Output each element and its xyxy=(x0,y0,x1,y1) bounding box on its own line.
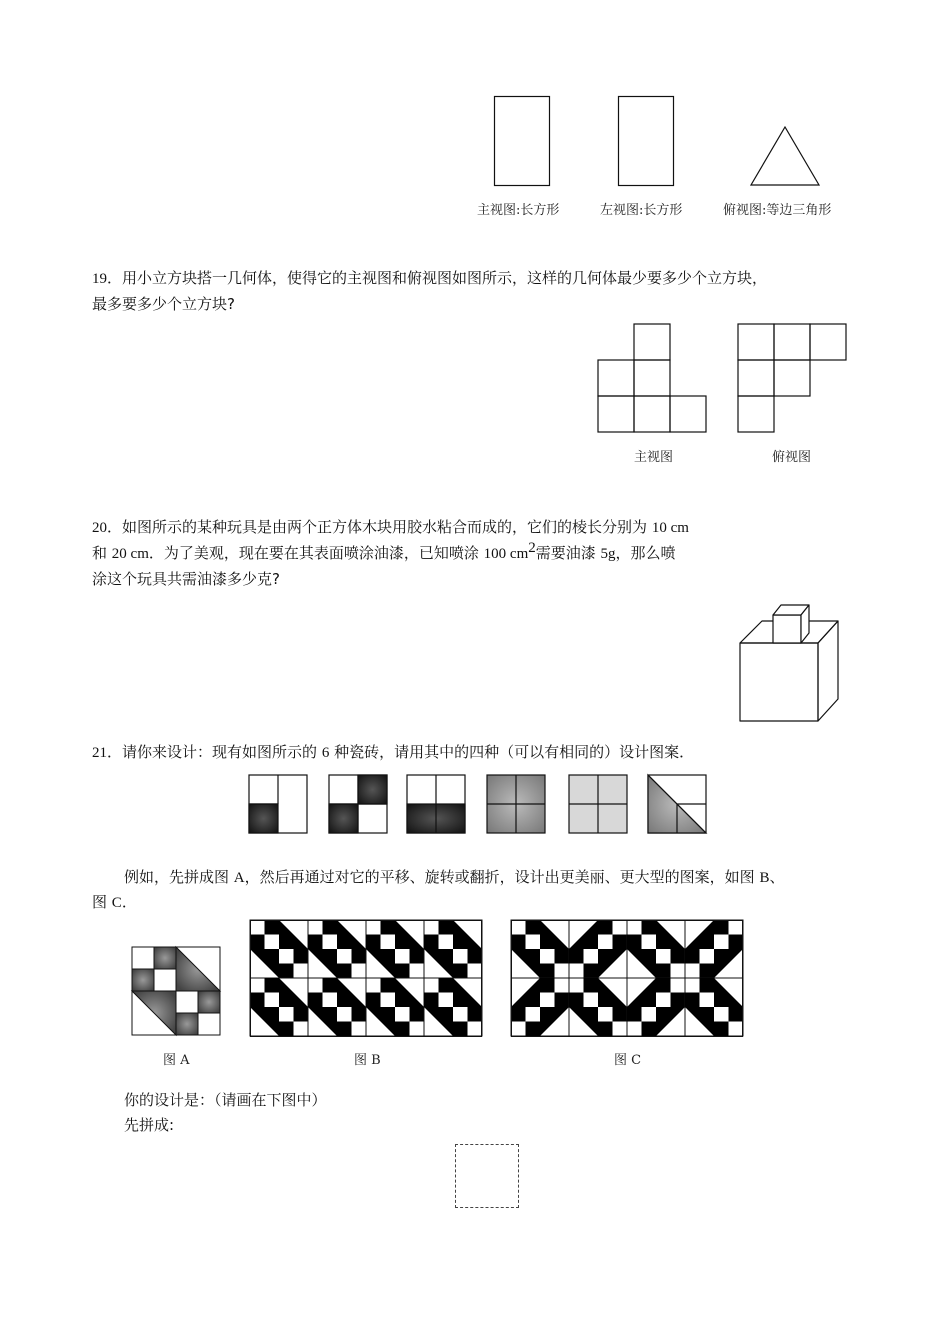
figure-a-caption: 图 A xyxy=(163,1053,190,1068)
first-step-label: 先拼成: xyxy=(124,1116,175,1134)
q20-cube-toy-figure xyxy=(738,603,842,723)
tile-1 xyxy=(249,775,307,833)
q20-line-2: 和 20 cm．为了美观，现在要在其表面喷涂油漆，已知喷涂 100 $cm^2$需要油漆 5g，那么喷 xyxy=(92,540,676,562)
design-prompt: 你的设计是：（请画在下图中） xyxy=(124,1091,327,1109)
q19-line-1: 19．用小立方块搭一几何体，使得它的主视图和俯视图如图所示，这样的几何体最少要多少个立方块， xyxy=(92,269,768,287)
figure-b-caption: 图 B xyxy=(354,1053,381,1068)
figure-c-caption: 图 C xyxy=(614,1053,642,1068)
q21-example-line-2: 图 C． xyxy=(92,893,137,911)
tile-6 xyxy=(648,775,706,833)
q19-top-view-grid xyxy=(737,323,849,435)
figure-c-pattern xyxy=(511,920,743,1038)
front-view-caption: 主视图:长方形 xyxy=(477,203,560,218)
front-view-rectangle xyxy=(494,96,550,186)
tile-2 xyxy=(329,775,387,833)
q19-line-2: 最多要多少个立方块? xyxy=(92,295,235,313)
left-view-caption: 左视图:长方形 xyxy=(600,203,683,218)
left-view-rectangle xyxy=(618,96,674,186)
figure-a-pattern xyxy=(131,946,223,1038)
q21-number: 21 xyxy=(92,745,107,761)
q20-line-3: 涂这个玩具共需油漆多少克? xyxy=(92,570,280,588)
q19-front-view-grid xyxy=(597,323,709,435)
tile-set xyxy=(248,774,710,838)
tile-3 xyxy=(407,775,465,833)
top-view-triangle xyxy=(750,126,820,186)
q19-number: 19 xyxy=(92,271,107,287)
q21-line-1: 21．请你来设计：现有如图所示的 6 种瓷砖，请用其中的四种（可以有相同的）设计图案． xyxy=(92,743,695,761)
top-view-caption: 俯视图:等边三角形 xyxy=(723,203,832,218)
tile-5 xyxy=(569,775,627,833)
design-drawing-area[interactable] xyxy=(455,1144,519,1208)
q21-example-line-1: 例如，先拼成图 A，然后再通过对它的平移、旋转或翻折，设计出更美丽、更大型的图案，如图 B、 xyxy=(124,868,785,886)
q20-line-1: 20．如图所示的某种玩具是由两个正方体木块用胶水粘合而成的，它们的棱长分别为 10 cm xyxy=(92,518,689,536)
q19-top-caption: 俯视图 xyxy=(772,450,812,465)
figure-b-pattern xyxy=(250,920,482,1038)
q19-front-caption: 主视图 xyxy=(634,450,674,465)
tile-4 xyxy=(487,775,545,833)
q20-number: 20 xyxy=(92,520,107,536)
